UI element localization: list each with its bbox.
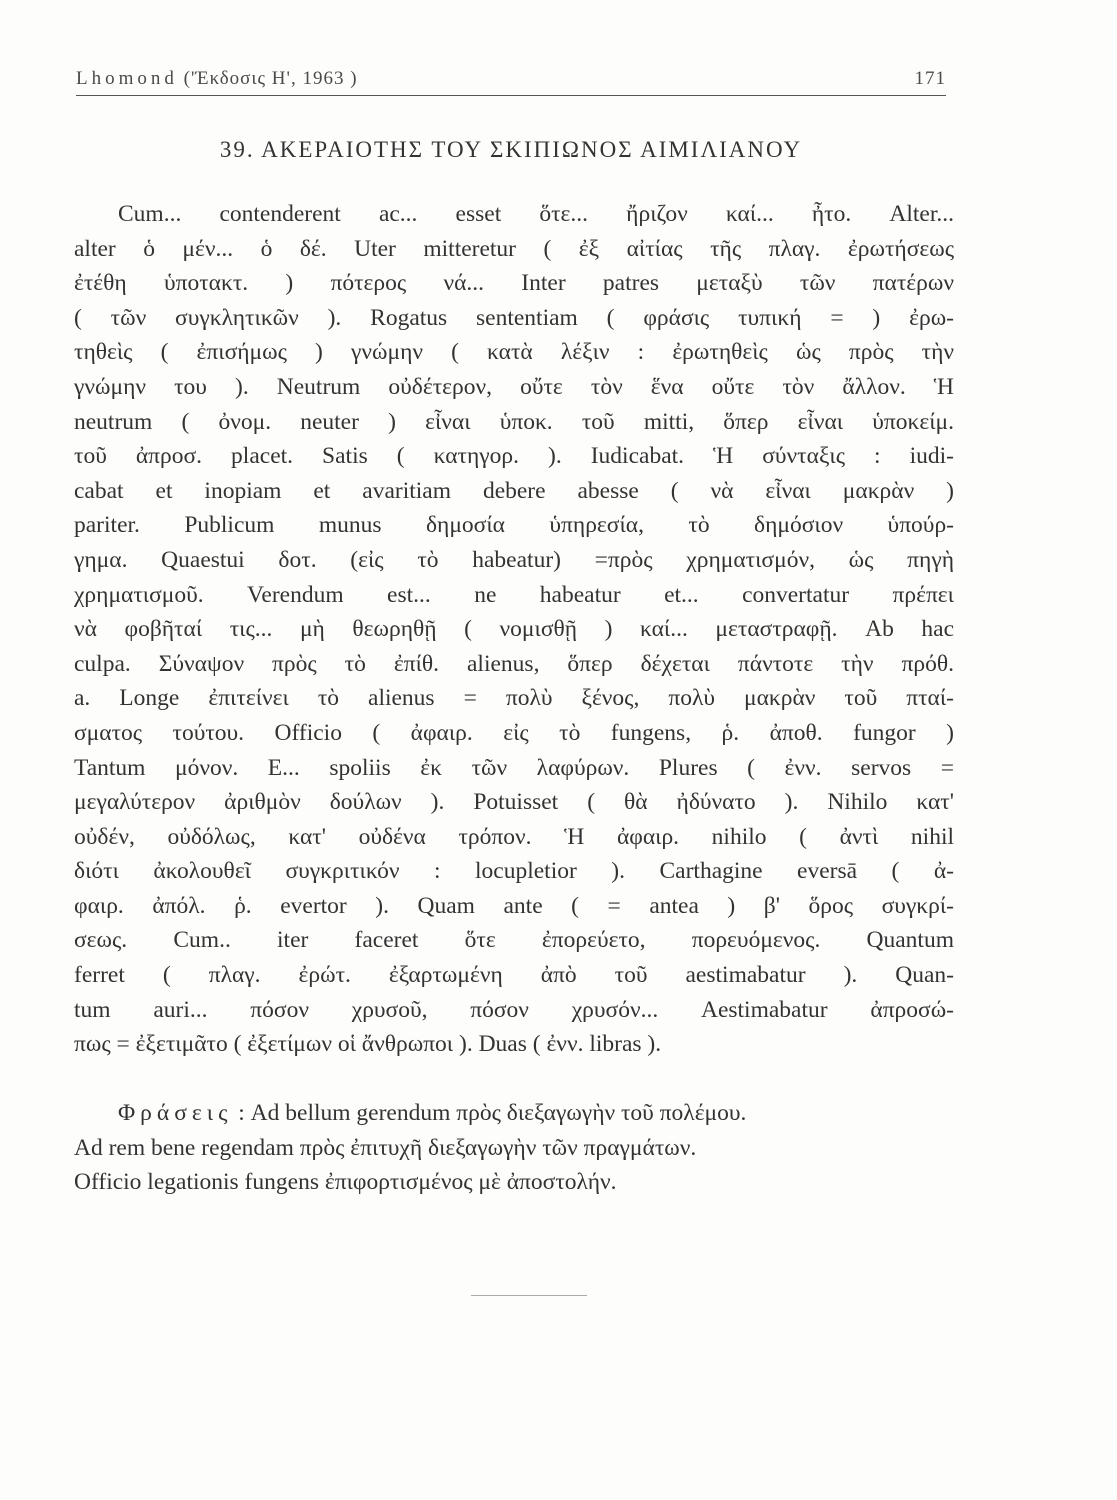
body-line: Tantum μόνον. E... spoliis ἐκ τῶν λαφύρων. Plures ( ἐνν. servos = xyxy=(74,754,954,781)
body-line: γνώμην του ). Neutrum οὐδέτερον, οὔτε τὸν ἕνα οὔτε τὸν ἄλλον. Ἡ xyxy=(74,373,954,400)
body-text xyxy=(74,197,954,1062)
chapter-title: 39. ΑΚΕΡΑΙΟΤΗΣ ΤΟΥ ΣΚΙΠΙΩΝΟΣ ΑΙΜΙΛΙΑΝΟΥ xyxy=(219,137,803,162)
body-line: τοῦ ἀπροσ. placet. Satis ( κατηγορ. ). Iudicabat. Ἡ σύνταξις : iudi- xyxy=(74,443,954,470)
end-rule xyxy=(471,1295,587,1296)
body-line: γημα. Quaestui δοτ. (εἰς τὸ habeatur) =πρὸς χρηματισμόν, ὡς πηγὴ xyxy=(74,546,954,573)
header-rule xyxy=(76,95,946,96)
header-left xyxy=(76,68,358,90)
body-line: σεως. Cum.. iter faceret ὅτε ἐπορεύετο, πορευόμενος. Quantum xyxy=(74,927,954,954)
body-line: μεγαλύτερον ἀριθμὸν δούλων ). Potuisset ( θὰ ἠδύνατο ). Nihilo κατ' xyxy=(74,789,954,816)
phrases-line: Officio legationis fungens ἐπιφορτισμένος μὲ ἀποστολήν. xyxy=(74,1169,617,1196)
body-line: a. Longe ἐπιτείνει τὸ alienus = πολὺ ξένος, πολὺ μακρὰν τοῦ πταί- xyxy=(74,685,954,712)
body-line: φαιρ. ἀπόλ. ῥ. evertor ). Quam ante ( = antea ) β' ὅρος συγκρί- xyxy=(74,892,954,919)
body-line: cabat et inopiam et avaritiam debere abesse ( νὰ εἶναι μακρὰν ) xyxy=(74,477,954,504)
body-line: τηθεὶς ( ἐπισήμως ) γνώμην ( κατὰ λέξιν : ἐρωτηθεὶς ὡς πρὸς τὴν xyxy=(74,339,954,366)
running-header xyxy=(76,66,946,96)
phrases-text: : Ad bellum gerendum πρὸς διεξαγωγὴν τοῦ πολέμου. xyxy=(238,1100,747,1126)
phrases-label: Φράσεις xyxy=(118,1100,233,1126)
body-line: ( τῶν συγκλητικῶν ). Rogatus sententiam ( φράσις τυπική = ) ἐρω- xyxy=(74,304,954,331)
body-line: σματος τούτου. Officio ( ἀφαιρ. εἰς τὸ fungens, ῥ. ἀποθ. fungor ) xyxy=(74,719,954,746)
body-line: pariter. Publicum munus δημοσία ὑπηρεσία, τὸ δημόσιον ὑπούρ- xyxy=(74,512,954,539)
body-line: νὰ φοβῆταί τις... μὴ θεωρηθῇ ( νομισθῇ ) καί... μεταστραφῇ. Ab hac xyxy=(74,616,954,643)
body-line: Cum... contenderent ac... esset ὅτε... ἤριζον καί... ἦτο. Alter... xyxy=(118,201,954,227)
phrases-section xyxy=(74,1096,954,1200)
body-line: alter ὁ μέν... ὁ δέ. Uter mitteretur ( ἐξ αἰτίας τῆς πλαγ. ἐρωτήσεως xyxy=(74,235,954,262)
body-line: ἐτέθη ὑποτακτ. ) πότερος νά... Inter patres μεταξὺ τῶν πατέρων xyxy=(74,270,954,297)
header-author: Lhomond xyxy=(76,68,178,89)
body-line: tum auri... πόσον χρυσοῦ, πόσον χρυσόν... Aestimabatur ἀπροσώ- xyxy=(74,996,954,1023)
body-line: χρηματισμοῦ. Verendum est... ne habeatur et... convertatur πρέπει xyxy=(74,581,954,608)
phrases-line xyxy=(74,1096,954,1131)
body-line: culpa. Σύναψον πρὸς τὸ ἐπίθ. alienus, ὅπερ δέχεται πάντοτε τὴν πρόθ. xyxy=(74,650,954,677)
body-line: neutrum ( ὀνομ. neuter ) εἶναι ὑποκ. τοῦ mitti, ὅπερ εἶναι ὑποκείμ. xyxy=(74,408,954,435)
phrases-line: Ad rem bene regendam πρὸς ἐπιτυχῆ διεξαγωγὴν τῶν πραγμάτων. xyxy=(74,1134,697,1161)
body-line: ferret ( πλαγ. ἐρώτ. ἐξαρτωμένη ἀπὸ τοῦ aestimabatur ). Quan- xyxy=(74,962,954,989)
body-line: οὐδέν, οὐδόλως, κατ' οὐδένα τρόπον. Ἡ ἀφαιρ. nihilo ( ἀντὶ nihil xyxy=(74,823,954,850)
page-number: 171 xyxy=(914,68,946,89)
body-line: πως = ἐξετιμᾶτο ( ἐξετίμων οἱ ἄνθρωποι ). Duas ( ἐνν. libras ). xyxy=(74,1031,662,1058)
body-line: διότι ἀκολουθεῖ συγκριτικόν : locupletior ). Carthagine eversā ( ἀ- xyxy=(74,858,954,885)
header-edition: ('Έκδοσις Η', 1963 ) xyxy=(183,68,358,89)
